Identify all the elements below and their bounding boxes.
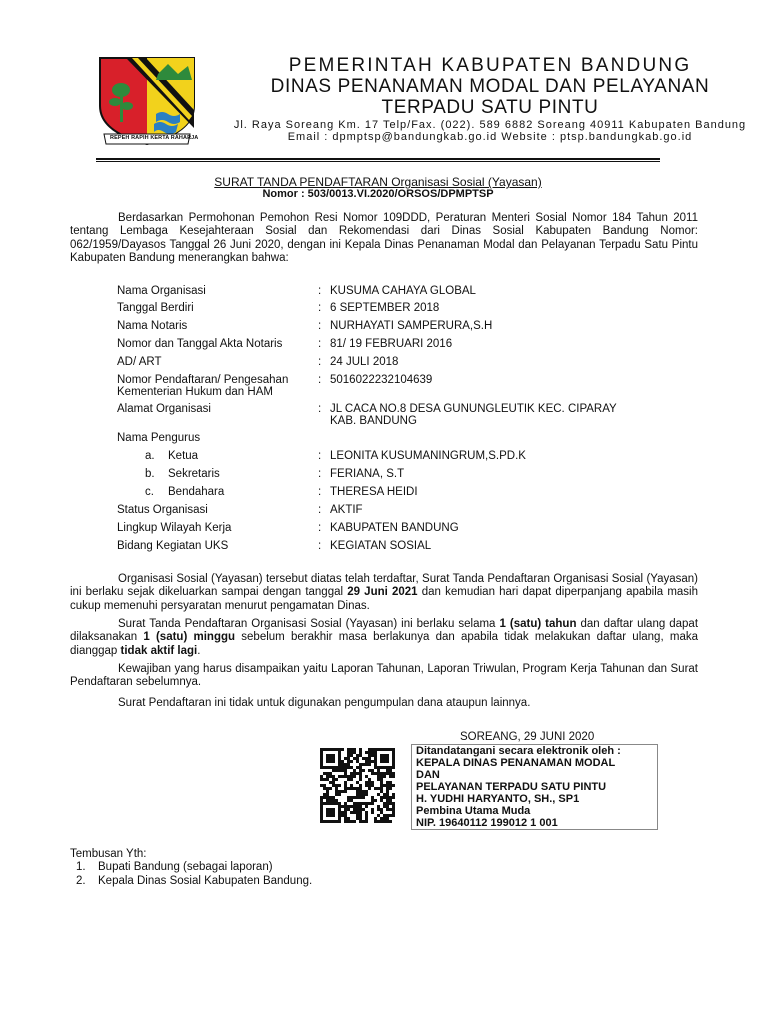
pengurus-name: LEONITA KUSUMANINGRUM,S.PD.K [330,450,526,462]
field-value: 24 JULI 2018 [330,356,399,368]
field-label: Nomor dan Tanggal Akta Notaris [117,338,283,350]
paragraph-text: Organisasi Sosial (Yayasan) tersebut diatas telah terdaftar, Surat Tanda Pendaftaran Organisasi Sosial (Yayasan) ini berlaku sejak dikeluarkan sampai dengan tanggal [70,573,698,599]
logo-motto: REPEH RAPIH KERTA RAHARJA [110,135,199,141]
signature-line: DAN [416,769,440,781]
field-colon: : [318,320,322,332]
cc-number: 2. [76,875,86,887]
paragraph-text: dan kemudian hari dapat diperpanjang apabila masih cukup memenuhi persyaratan menurut pengamatan Dinas. [70,586,699,612]
header-agency-name-2: TERPADU SATU PINTU [381,97,599,118]
paragraph-text: Surat Tanda Pendaftaran Organisasi Sosial (Yayasan) ini berlaku selama [118,618,500,630]
validity-period: 1 (satu) tahun [499,618,577,630]
document-number: Nomor : 503/0013.VI.2020/ORSOS/DPMPTSP [262,188,494,200]
field-colon: : [318,522,322,534]
field-colon: : [318,338,322,350]
field-colon: : [318,356,322,368]
signature-line: PELAYANAN TERPADU SATU PINTU [416,781,607,793]
kabupaten-bandung-logo [96,52,198,148]
field-colon: : [318,403,322,415]
pengurus-name: THERESA HEIDI [330,486,418,498]
field-colon: : [318,302,322,314]
field-label: Nama Organisasi [117,285,206,297]
field-label: AD/ ART [117,356,162,368]
field-value: KUSUMA CAHAYA GLOBAL [330,285,476,297]
field-value: KABUPATEN BANDUNG [330,522,459,534]
paragraph-text: . [197,644,201,657]
pengurus-role: Sekretaris [168,468,220,480]
field-colon: : [318,504,322,516]
field-value: 5016022232104639 [330,374,433,386]
field-colon: : [318,486,322,498]
expiry-date: 29 Juni 2021 [347,586,418,599]
sign-place-date: SOREANG, 29 JUNI 2020 [460,731,595,743]
field-label: Nama Notaris [117,320,188,332]
field-label: Lingkup Wilayah Kerja [117,522,232,534]
pengurus-letter: c. [145,486,154,498]
field-label: Status Organisasi [117,504,208,516]
header-contact: Email : dpmptsp@bandungkab.go.id Website : ptsp.bandungkab.go.id [287,131,693,143]
field-value: KEGIATAN SOSIAL [330,540,432,552]
cc-item: Kepala Dinas Sosial Kabupaten Bandung. [98,875,313,887]
field-colon: : [318,540,322,552]
cc-number: 1. [76,861,86,873]
signature-line: Ditandatangani secara elektronik oleh : [416,745,621,757]
inactive-status: tidak aktif lagi [120,644,198,657]
obligations-paragraph: Kewajiban yang harus disampaikan yaitu Laporan Tahunan, Laporan Triwulan, Program Kerja Tahunan dan Surat Pendaftaran sebelumnya. [70,663,698,689]
field-label: Nomor Pendaftaran/ Pengesahan Kementerian Hukum dan HAM [117,374,289,398]
field-label: Tanggal Berdiri [117,302,194,314]
document-title: SURAT TANDA PENDAFTARAN Organisasi Sosial (Yayasan) [214,175,542,189]
pengurus-name: FERIANA, S.T [330,468,405,480]
field-colon: : [318,468,322,480]
paragraph-text: sebelum berakhir masa berlakunya dan apabila tidak melakukan daftar ulang, maka dianggap [70,631,698,657]
validity-paragraph [70,573,698,613]
field-value: AKTIF [330,504,363,516]
header-agency-name-1: DINAS PENANAMAN MODAL DAN PELAYANAN [270,76,710,97]
pengurus-letter: b. [145,468,155,480]
renewal-paragraph [70,618,698,658]
signature-line: KEPALA DINAS PENANAMAN MODAL [416,757,616,769]
pengurus-letter: a. [145,450,155,462]
cc-item: Bupati Bandung (sebagai laporan) [98,861,273,873]
field-colon: : [318,285,322,297]
pengurus-role: Bendahara [168,486,225,498]
field-label: Alamat Organisasi [117,403,211,415]
qr-code-icon [315,748,401,824]
signatory-name: H. YUDHI HARYANTO, SH., SP1 [416,793,580,805]
field-label: Bidang Kegiatan UKS [117,540,229,552]
field-value: 81/ 19 FEBRUARI 2016 [330,338,453,350]
field-label: Nama Pengurus [117,432,201,444]
cc-title: Tembusan Yth: [70,848,147,860]
header-government-name: PEMERINTAH KABUPATEN BANDUNG [288,55,692,76]
header-divider-thin [96,161,660,162]
header-divider [96,158,660,160]
pengurus-role: Ketua [168,450,199,462]
paragraph-text: dan daftar ulang dapat dilaksanakan [70,618,699,644]
signatory-nip: NIP. 19640112 199012 1 001 [416,817,558,829]
field-colon: : [318,374,322,386]
renewal-window: 1 (satu) minggu [143,631,236,644]
intro-paragraph: Berdasarkan Permohonan Pemohon Resi Nomor 109DDD, Peraturan Menteri Sosial Nomor 184 Tahun 2011 tentang Lembaga Kesejahteraan Sosial dan Rekomendasi dari Dinas Sosial Kabupaten Bandung Nomor: 062/1959/Dayasos Tanggal 26 Juni 2020, dengan ini Kepala Dinas Penanaman Modal dan Pelayanan Terpadu Satu Pintu Kabupaten Bandung menerangkan bahwa: [70,212,698,264]
field-value: NURHAYATI SAMPERURA,S.H [330,320,493,332]
header-address: Jl. Raya Soreang Km. 17 Telp/Fax. (022). 589 6882 Soreang 40911 Kabupaten Bandung [233,119,747,131]
signatory-rank: Pembina Utama Muda [416,805,531,817]
field-colon: : [318,450,322,462]
field-value: JL CACA NO.8 DESA GUNUNGLEUTIK KEC. CIPARAY KAB. BANDUNG [330,403,617,427]
field-value: 6 SEPTEMBER 2018 [330,302,440,314]
usage-restriction-paragraph: Surat Pendaftaran ini tidak untuk digunakan pengumpulan dana ataupun lainnya. [118,697,531,709]
